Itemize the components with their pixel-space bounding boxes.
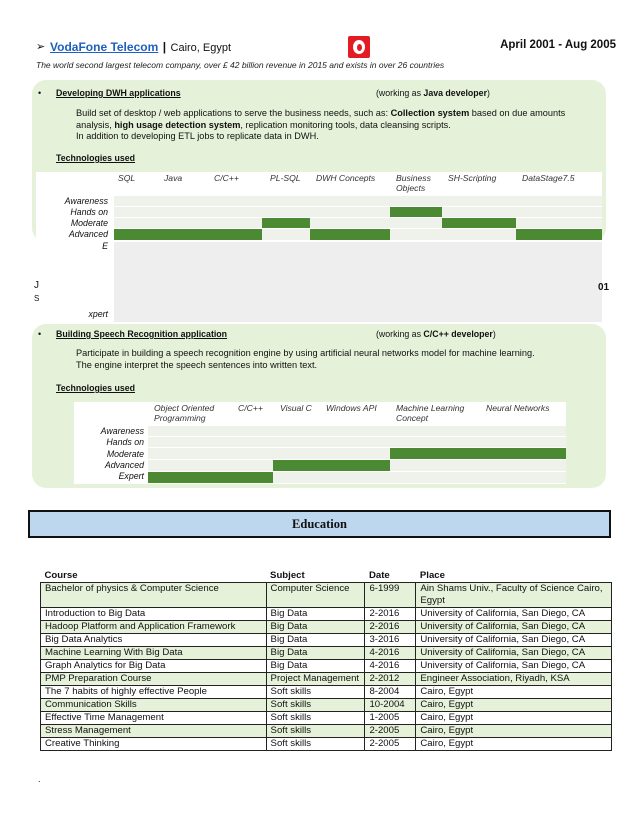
cell: 8-2004 <box>365 686 416 699</box>
project-title: Building Speech Recognition application <box>56 329 228 339</box>
skill-col-sh: SH-Scripting <box>448 173 497 183</box>
cell: Cairo, Egypt <box>416 699 612 712</box>
project-description: Participate in building a speech recognition engine by using artificial neural networks model for machine learning. The engine interpret the speech sentences into written text. <box>76 348 535 370</box>
skill-col-nn: Neural Networks <box>486 403 550 413</box>
col-course: Course <box>41 570 267 583</box>
skill-bar-ml-nn-moderate <box>390 448 566 459</box>
skill-col-winapi: Windows API <box>326 403 377 413</box>
table-row <box>41 712 612 725</box>
cell: Soft skills <box>266 699 365 712</box>
table-header-row <box>41 570 612 583</box>
project-role: (working as C/C++ developer) <box>376 329 496 339</box>
cell: 10-2004 <box>365 699 416 712</box>
cell: Soft skills <box>266 712 365 725</box>
footnote-mark: . <box>38 774 41 784</box>
table-row <box>41 647 612 660</box>
skill-col-c: C/C++ <box>214 173 239 183</box>
cell: PMP Preparation Course <box>41 673 267 686</box>
cell: University of California, San Diego, CA <box>416 621 612 634</box>
grid-overflow-area <box>114 242 602 322</box>
table-row <box>41 686 612 699</box>
skill-bar-oop-cpp-expert <box>148 472 273 483</box>
cell: 2-2016 <box>365 608 416 621</box>
cell: University of California, San Diego, CA <box>416 634 612 647</box>
table-row <box>41 634 612 647</box>
cell: 2-2005 <box>365 725 416 738</box>
cell: Creative Thinking <box>41 738 267 751</box>
cell: Cairo, Egypt <box>416 686 612 699</box>
cell: Computer Science <box>266 583 365 608</box>
skill-col-oop: Object Oriented Programming <box>154 403 215 423</box>
table-row <box>41 725 612 738</box>
level-expert-part: xpert <box>88 309 108 319</box>
skill-col-bo: Business Objects <box>396 173 431 193</box>
grid-row-awareness <box>148 426 566 436</box>
skill-bar-plsql-moderate <box>262 218 310 228</box>
grid-row-moderate <box>114 218 602 228</box>
company-tagline: The world second largest telecom company, over £ 42 billion revenue in 2015 and exists in over 26 countries <box>36 60 445 70</box>
job-header <box>36 36 616 60</box>
cell: Engineer Association, Riyadh, KSA <box>416 673 612 686</box>
cell: Big Data <box>266 608 365 621</box>
level-awareness: Awareness <box>100 426 144 436</box>
skill-bar-sh-moderate <box>442 218 516 228</box>
skill-bar-bo-handson <box>390 207 442 217</box>
cell: Cairo, Egypt <box>416 738 612 751</box>
project-description: Build set of desktop / web applications to serve the business needs, such as: Collection system based on due amounts analysis, high usage detection system, replication monitoring tools, data cleansing scripts. In addition to developing ETL jobs to replicate data in DWH. <box>76 108 566 141</box>
cell: University of California, San Diego, CA <box>416 647 612 660</box>
separator: | <box>162 40 167 54</box>
cell: 1-2005 <box>365 712 416 725</box>
skill-bar-visualc-winapi-advanced <box>273 460 390 471</box>
cell: Introduction to Big Data <box>41 608 267 621</box>
cell: 3-2016 <box>365 634 416 647</box>
cell: Stress Management <box>41 725 267 738</box>
project-bullet: • <box>38 329 42 339</box>
cell: Graph Analytics for Big Data <box>41 660 267 673</box>
cell: Ain Shams Univ., Faculty of Science Cairo, Egypt <box>416 583 612 608</box>
education-table <box>40 570 612 751</box>
cell: Effective Time Management <box>41 712 267 725</box>
skill-bar-ds-advanced <box>516 229 602 240</box>
level-advanced: Advanced <box>104 460 144 470</box>
skill-col-dwh: DWH Concepts <box>316 173 376 183</box>
skill-col-plsql: PL-SQL <box>270 173 301 183</box>
cell: Big Data <box>266 647 365 660</box>
skill-bar-dwh-advanced <box>310 229 390 240</box>
skill-col-ds: DataStage7.5 <box>522 173 575 183</box>
table-row <box>41 673 612 686</box>
cell: The 7 habits of highly effective People <box>41 686 267 699</box>
education-section-title: Education <box>28 510 611 538</box>
skill-col-visualc: Visual C <box>280 403 312 413</box>
cell: Big Data <box>266 621 365 634</box>
skill-col-java: Java <box>164 173 183 183</box>
cell: Big Data <box>266 634 365 647</box>
company-line <box>50 38 231 56</box>
skill-col-sql: SQL <box>118 173 136 183</box>
cell: Soft skills <box>266 738 365 751</box>
cell: Big Data Analytics <box>41 634 267 647</box>
cell: Communication Skills <box>41 699 267 712</box>
skill-col-cpp: C/C++ <box>238 403 263 413</box>
cell: Soft skills <box>266 686 365 699</box>
skills-grid-dwh <box>36 172 602 322</box>
cell: Soft skills <box>266 725 365 738</box>
cell: 4-2016 <box>365 647 416 660</box>
level-hands-on: Hands on <box>106 437 144 447</box>
cell: 2-2005 <box>365 738 416 751</box>
job-dates: April 2001 - Aug 2005 <box>500 39 616 51</box>
table-row <box>41 621 612 634</box>
level-moderate: Moderate <box>70 218 108 228</box>
project-role: (working as Java developer) <box>376 88 490 98</box>
col-place: Place <box>416 570 612 583</box>
cell: Big Data <box>266 660 365 673</box>
company-link[interactable]: VodaFone Telecom <box>50 40 159 54</box>
level-expert-part: E <box>102 241 108 251</box>
table-row <box>41 738 612 751</box>
col-date: Date <box>365 570 416 583</box>
cell: Machine Learning With Big Data <box>41 647 267 660</box>
cell: 4-2016 <box>365 660 416 673</box>
cut-mark: J <box>34 280 39 291</box>
vodafone-logo-icon <box>348 36 370 58</box>
cell: Cairo, Egypt <box>416 725 612 738</box>
table-row <box>41 699 612 712</box>
grid-row-awareness <box>114 196 602 206</box>
table-row <box>41 583 612 608</box>
level-hands-on: Hands on <box>70 207 108 217</box>
project-title: Developing DWH applications <box>56 88 181 98</box>
project-bullet: • <box>38 88 42 98</box>
table-row <box>41 608 612 621</box>
company-location: Cairo, Egypt <box>170 42 232 54</box>
level-expert: Expert <box>118 471 144 481</box>
cell: Cairo, Egypt <box>416 712 612 725</box>
cell: Bachelor of physics & Computer Science <box>41 583 267 608</box>
technologies-label: Technologies used <box>56 153 136 163</box>
cell: 2-2016 <box>365 621 416 634</box>
level-awareness: Awareness <box>64 196 108 206</box>
cell: University of California, San Diego, CA <box>416 608 612 621</box>
cut-mark: S <box>34 294 40 303</box>
skill-bar-sql-java-c-advanced <box>114 229 262 240</box>
grid-row-hands-on <box>114 207 602 217</box>
cell: University of California, San Diego, CA <box>416 660 612 673</box>
col-subject: Subject <box>266 570 365 583</box>
skill-col-ml: Machine Learning Concept <box>396 403 465 423</box>
cell: 6-1999 <box>365 583 416 608</box>
level-advanced: Advanced <box>68 229 108 239</box>
table-row <box>41 660 612 673</box>
cell: 2-2012 <box>365 673 416 686</box>
arrow-bullet-icon: ➢ <box>36 41 46 53</box>
cell: Project Management <box>266 673 365 686</box>
cut-mark: 01 <box>598 282 610 293</box>
cell: Hadoop Platform and Application Framework <box>41 621 267 634</box>
technologies-label: Technologies used <box>56 383 136 393</box>
grid-row-hands-on <box>148 437 566 447</box>
level-moderate: Moderate <box>106 449 144 459</box>
